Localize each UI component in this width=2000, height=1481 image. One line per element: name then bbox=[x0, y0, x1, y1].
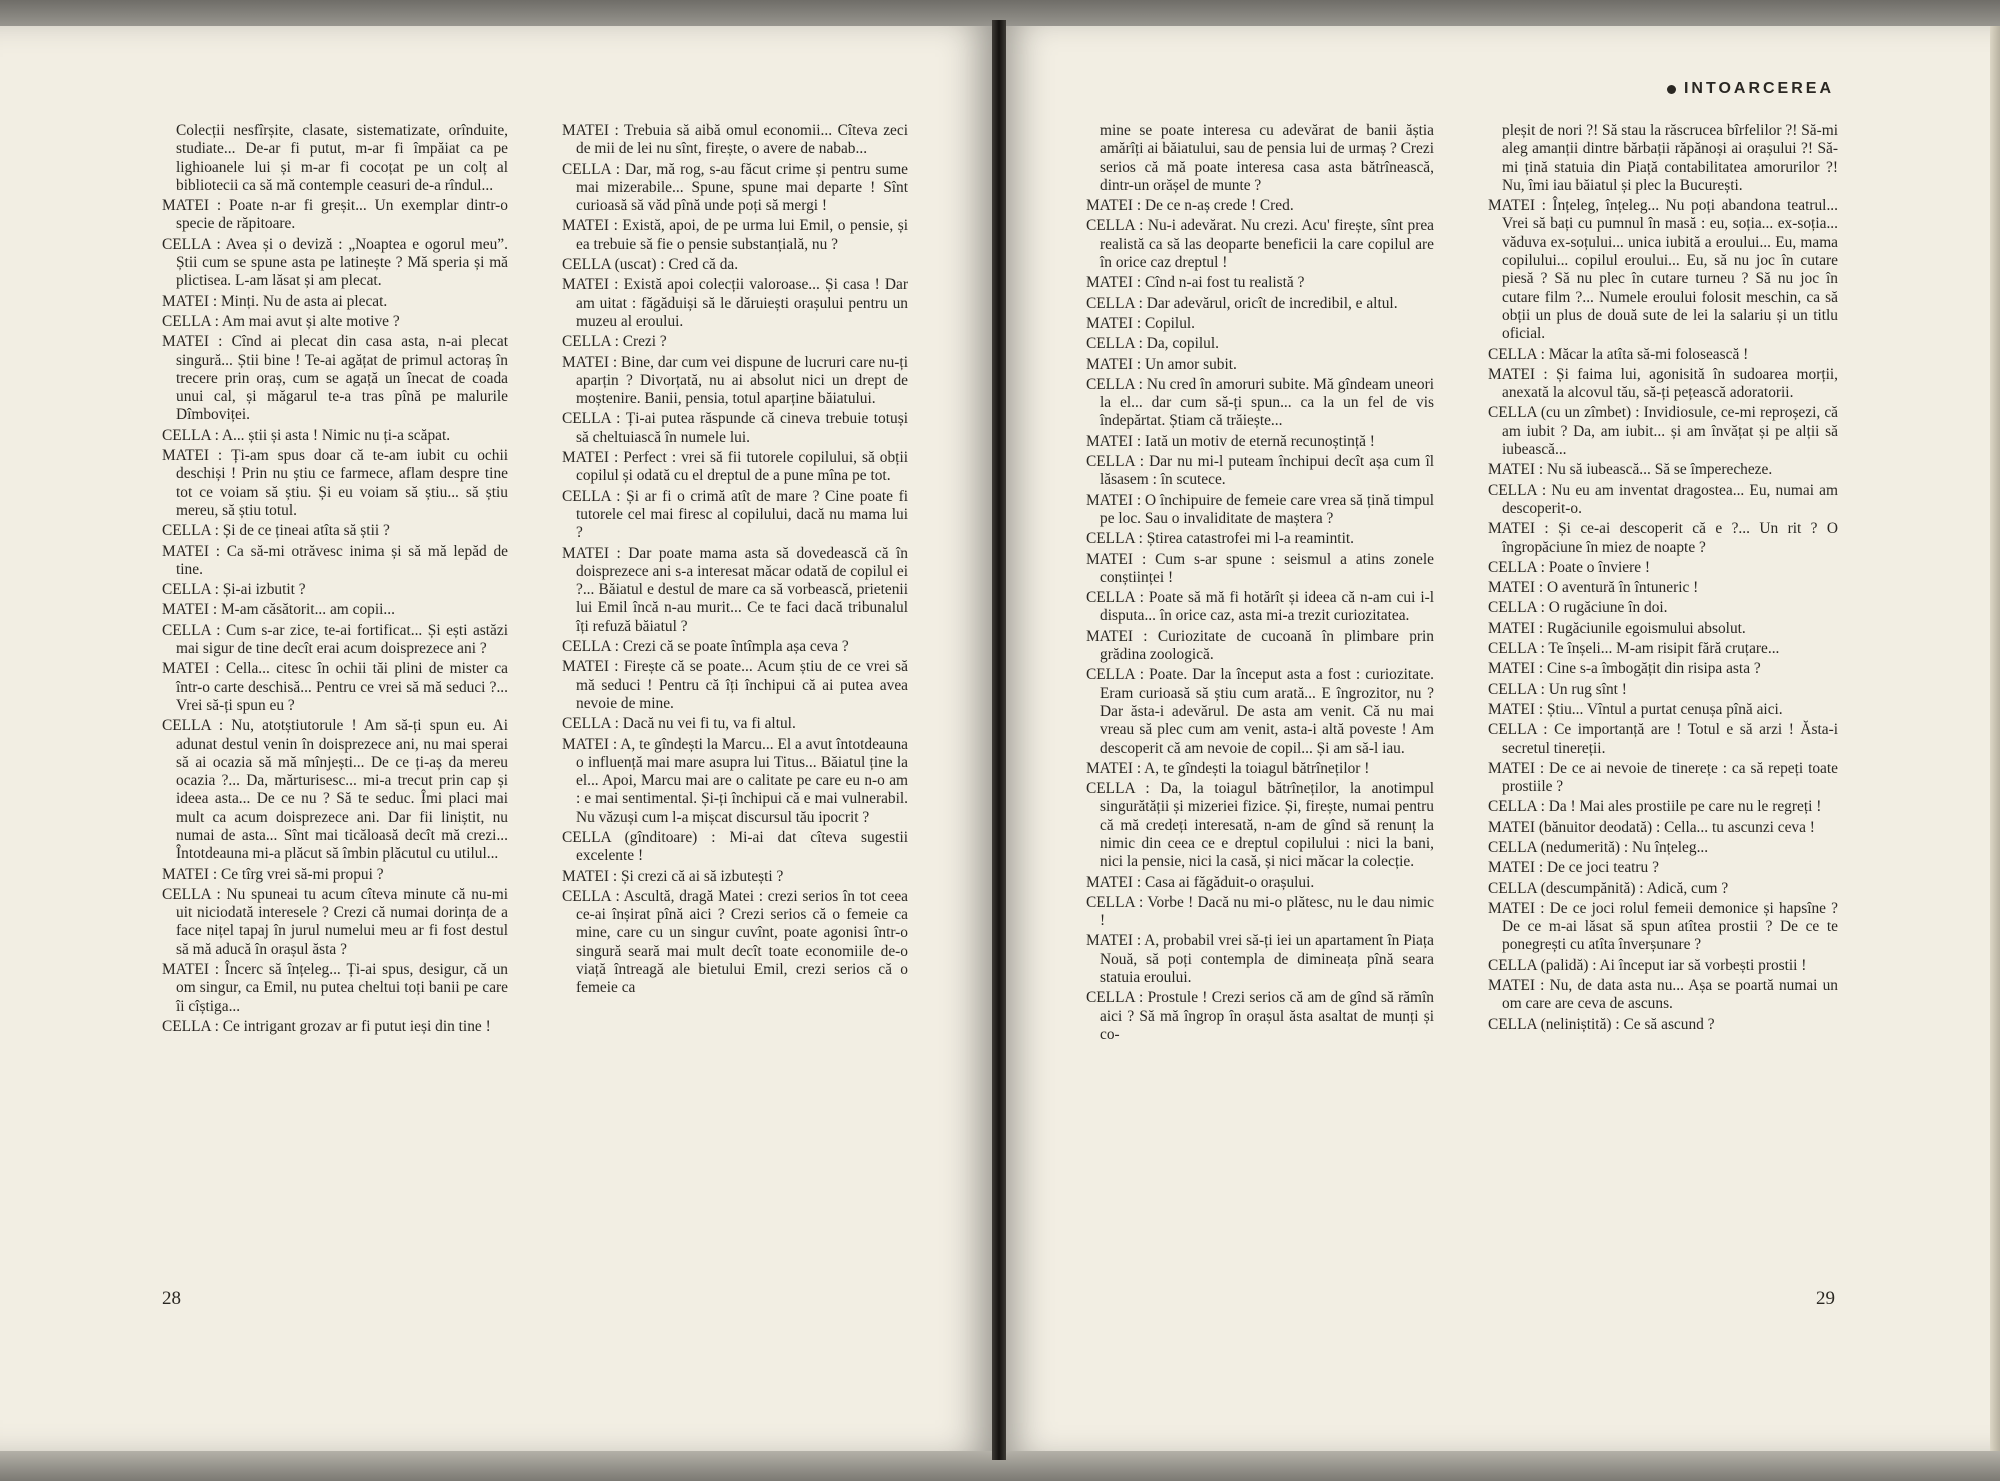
dialogue-line: MATEI : Încerc să înțeleg... Ți-ai spus, desigur, că un om singur, ca Emil, nu putea cheltui toți banii pe care îi cîștiga... bbox=[162, 961, 508, 1015]
text-column-1 bbox=[162, 122, 508, 1038]
dialogue-line: CELLA : Am mai avut și alte motive ? bbox=[162, 312, 400, 330]
dialogue-line: MATEI : Înțeleg, înțeleg... Nu poți abandona teatrul... Vrei să bați cu pumnul în masă : eu, soția... ex-soția... văduva ex-soțului... unica iubită a eroului... Eu, mama copilului... copilul eroului... Eu, să nu joc în cutare piesă ? Să nu plec în cutare turneu ? Să nu joc în cutare film ?... Numele eroului folosit meschin, ca să obții un plus de două sute de lei la salariu și un titlu oficial. bbox=[1488, 197, 1838, 343]
dialogue-line: MATEI : De ce n-aș crede ! Cred. bbox=[1086, 197, 1294, 215]
dialogue-line: MATEI : Cînd n-ai fost tu realistă ? bbox=[1086, 274, 1305, 292]
dialogue-line: CELLA : Dar, mă rog, s-au făcut crime și pentru sume mai mizerabile... Spune, spune mai departe ! Sînt curioasă să văd pînă unde poți să mergi ! bbox=[562, 160, 908, 215]
dialogue-line: MATEI : Nu, de data asta nu... Așa se poartă numai un om care are ceva de ascuns. bbox=[1488, 977, 1838, 1013]
dialogue-line: CELLA : Nu eu am inventat dragostea... Eu, numai am descoperit-o. bbox=[1488, 481, 1838, 517]
dialogue-line: CELLA : Nu spuneai tu acum cîteva minute că nu-mi uit niciodată interesele ? Crezi că numai dorința de a face nițel tapaj în jurul numelui meu ar fi fost destul să mă aducă în orașul ăsta ? bbox=[162, 885, 508, 958]
running-head-title: INTOARCEREA bbox=[1683, 80, 1834, 97]
dialogue-line: MATEI : Iată un motiv de eternă recunoștință ! bbox=[1086, 432, 1375, 450]
dialogue-line: MATEI : De ce ai nevoie de tinerețe : ca să repeți toate prostiile ? bbox=[1488, 759, 1838, 796]
dialogue-line: MATEI : Și faima lui, agonisită în sudoarea morții, anexată la alcovul tău, să-ți pețească adoratorii. bbox=[1488, 365, 1838, 402]
dialogue-line: MATEI : Nu să iubească... Să se împerecheze. bbox=[1488, 461, 1773, 479]
dialogue-line: CELLA : Poate o înviere ! bbox=[1488, 558, 1650, 576]
dialogue-line: CELLA : Prostule ! Crezi serios că am de gînd să rămîn aici ? Să mă îngrop în orașul ăsta asaltat de munți și co- bbox=[1086, 989, 1434, 1043]
dialogue-line: MATEI : A, probabil vrei să-ți iei un apartament în Piața Nouă, să poți contempla de dimineața pînă seara statuia eroului. bbox=[1086, 932, 1434, 987]
dialogue-line: CELLA (palidă) : Ai început iar să vorbești prostii ! bbox=[1488, 956, 1807, 974]
dialogue-line: CELLA : Dacă nu vei fi tu, va fi altul. bbox=[562, 715, 796, 733]
text-column-4 bbox=[1488, 122, 1838, 1036]
book-gutter bbox=[992, 20, 1006, 1460]
dialogue-line: CELLA : Nu-i adevărat. Nu crezi. Acu' firește, sînt prea realistă ca să las deoparte beneficii la care copilul are în orice caz dreptul ! bbox=[1086, 217, 1434, 272]
dialogue-line: MATEI : A, te gîndești la Marcu... El a avut întotdeauna o influență mai mare asupra lui Titus... Băiatul ține la el... Apoi, Marcu mai are o calitate pe care eu n-o am : e mai sentimental. Și-ți închipui că e mai vulnerabil. Nu văzuși cum l-a mișcat discursul tău ipocrit ? bbox=[562, 735, 908, 826]
dialogue-line: MATEI : Minți. Nu de asta ai plecat. bbox=[162, 292, 388, 310]
dialogue-line: CELLA : Crezi ? bbox=[562, 333, 667, 351]
dialogue-line: CELLA : A... știi și asta ! Nimic nu ți-a scăpat. bbox=[162, 426, 451, 444]
dialogue-line: MATEI : Cum s-ar spune : seismul a atins zonele conștiinței ! bbox=[1086, 550, 1434, 586]
dialogue-line: CELLA : Te înșeli... M-am risipit fără cruțare... bbox=[1488, 640, 1780, 658]
dialogue-line: MATEI : O închipuire de femeie care vrea să țină timpul pe loc. Sau o invaliditate de maștera ? bbox=[1086, 491, 1434, 527]
dialogue-line: CELLA : Cum s-ar zice, te-ai fortificat... Și ești astăzi mai sigur de tine decît erai acum doisprezece ani ? bbox=[162, 621, 508, 658]
dialogue-line: MATEI : Ca să-mi otrăvesc inima și să mă lepăd de tine. bbox=[162, 542, 508, 578]
dialogue-line: CELLA (descumpănită) : Adică, cum ? bbox=[1488, 879, 1729, 897]
dialogue-line: CELLA : O rugăciune în doi. bbox=[1488, 599, 1668, 617]
text-column-2 bbox=[562, 122, 908, 1000]
dialogue-line: pleșit de nori ?! Să stau la răscrucea bîrfelilor ?! Să-mi aleg amanții dintre bărbații răpănoși ai orașului ?! Să-mi țină statuia din Piață contabilitatea amorurilor ?! Nu, îmi iau băiatul și plec la București. bbox=[1502, 122, 1838, 194]
dialogue-line: CELLA : Ți-ai putea răspunde că cineva trebuie totuși să cheltuiască în numele lui. bbox=[562, 410, 908, 446]
dialogue-line: CELLA : Și-ai izbutit ? bbox=[162, 581, 306, 599]
dialogue-line: MATEI : Trebuia să aibă omul economii... Cîteva zeci de mii de lei nu sînt, firește, o avere de nabab... bbox=[562, 122, 908, 158]
dialogue-line: MATEI : A, te gîndești la toiagul bătrîneților ! bbox=[1086, 759, 1370, 777]
dialogue-line: MATEI : Cînd ai plecat din casa asta, n-ai plecat singură... Știi bine ! Te-ai agățat de primul actoraș în trecere prin oraș, cum se agață un înecat de coada unui cal, și măgarul te-a tras pînă pe malurile Dîmboviței. bbox=[162, 333, 508, 424]
dialogue-line: CELLA : Ce importanță are ! Totul e să arzi ! Ăsta-i secretul tinereții. bbox=[1488, 721, 1838, 757]
dialogue-line: CELLA (uscat) : Cred că da. bbox=[562, 256, 739, 274]
page-number-left: 28 bbox=[162, 1288, 181, 1309]
dialogue-line: MATEI : Un amor subit. bbox=[1086, 355, 1237, 373]
dialogue-line: CELLA : Nu, atotștiutorule ! Am să-ți spun eu. Ai adunat destul venin în doisprezece ani, nu mai sperai să ai ocazia să mă mînjești... De ce ți-aș da mereu ocazia ?... Da, mărturisesc... mi-a trecut prin cap și ideea asta... De ce nu ? Să te seduc. Îmi placi mai mult ca acum doisprezece ani. Dar fii liniștit, nu numai de asta... Sînt mai ticăloasă decît mă crezi... Întotdeauna mi-a plăcut să îmbin plăcutul cu utilul... bbox=[162, 717, 508, 863]
dialogue-line: CELLA : Și de ce țineai atîta să știi ? bbox=[162, 522, 390, 540]
text-column-3 bbox=[1086, 122, 1434, 1046]
dialogue-line: CELLA (gînditoare) : Mi-ai dat cîteva sugestii excelente ! bbox=[562, 828, 908, 865]
dialogue-line: MATEI : Curiozitate de cucoană în plimbare prin grădina zoologică. bbox=[1086, 627, 1434, 664]
dialogue-line: CELLA : Da ! Mai ales prostiile pe care nu le regreți ! bbox=[1488, 798, 1822, 816]
dialogue-line: MATEI : Bine, dar cum vei dispune de lucruri care nu-ți aparțin ? Divorțată, nu ai absolut nici un drept de moștenire. Banii, pensia, totul aparține băiatului. bbox=[562, 353, 908, 408]
dialogue-line: MATEI : Rugăciunile egoismului absolut. bbox=[1488, 619, 1746, 637]
dialogue-line: CELLA : Crezi că se poate întîmpla așa ceva ? bbox=[562, 638, 849, 656]
dialogue-line: MATEI : Dar poate mama asta să dovedească că în doisprezece ani s-a interesat măcar odată de copilul ei ?... Băiatul e destul de mare ca să vorbească, prietenii lui Emil încă n-au murit... Ce te faci dacă tribunalul îți refuză băiatul ? bbox=[562, 544, 908, 635]
dialogue-line: CELLA : Și ar fi o crimă atît de mare ? Cine poate fi tutorele cel mai firesc al copilului, dacă nu mama lui ? bbox=[562, 487, 908, 542]
dialogue-line: MATEI : Cine s-a îmbogățit din risipa asta ? bbox=[1488, 660, 1761, 678]
dialogue-line: CELLA : Măcar la atîta să-mi folosească ! bbox=[1488, 345, 1749, 363]
dialogue-line: MATEI : Și crezi că ai să izbutești ? bbox=[562, 867, 784, 885]
dialogue-line: MATEI : De ce joci teatru ? bbox=[1488, 859, 1659, 877]
dialogue-line: MATEI (bănuitor deodată) : Cella... tu ascunzi ceva ! bbox=[1488, 818, 1815, 836]
dialogue-line: MATEI : Casa ai făgăduit-o orașului. bbox=[1086, 873, 1315, 891]
dialogue-line: CELLA : Avea și o deviză : „Noaptea e ogorul meu”. Știi cum se spune asta pe latinește ? Mă speria și mă plictisea. L-am lăsat și am plecat. bbox=[162, 235, 508, 290]
bullet-icon bbox=[1667, 85, 1676, 94]
dialogue-line: CELLA : Poate. Dar la început asta a fost : curiozitate. Eram curioasă să știu cum arată... E îngrozitor, nu ? Dar ăsta-i adevărul. De asta am venit. Că nu mai vreau să plec cum am venit, asta-i altă poveste ! Am descoperit că am nevoie de copil... Și am să-l iau. bbox=[1086, 666, 1434, 757]
dialogue-line: CELLA : Da, copilul. bbox=[1086, 335, 1219, 353]
dialogue-line: MATEI : Perfect : vrei să fii tutorele copilului, să obții copilul și odată cu el dreptul de a pune mîna pe tot. bbox=[562, 449, 908, 485]
dialogue-line: CELLA : Un rug sînt ! bbox=[1488, 680, 1627, 698]
dialogue-line: MATEI : O aventură în întuneric ! bbox=[1488, 579, 1699, 597]
dialogue-line: MATEI : Ți-am spus doar că te-am iubit cu ochii deschiși ! Prin nu știu ce farmece, aflam despre tine tot ce voiam să știu. Și eu voiam să știu... să știu mereu, să știu totul. bbox=[162, 447, 508, 519]
dialogue-line: mine se poate interesa cu adevărat de banii ăștia amărîți ai băiatului, sau de pensia lui de urmaș ? Crezi serios că mă poate interesa casa asta bătrînească, dintr-un orășel de munte ? bbox=[1100, 122, 1434, 194]
dialogue-line: CELLA : Vorbe ! Dacă nu mi-o plătesc, nu le dau nimic ! bbox=[1086, 893, 1434, 930]
dialogue-line: MATEI : Există, apoi, de pe urma lui Emil, o pensie, și ea trebuie să fie o pensie substanțială, nu ? bbox=[562, 217, 908, 253]
dialogue-line: MATEI : Poate n-ar fi greșit... Un exemplar dintr-o specie de răpitoare. bbox=[162, 197, 508, 233]
page-number-right: 29 bbox=[1816, 1288, 1835, 1309]
dialogue-line: MATEI : De ce joci rolul femeii demonice și hapsîne ? De ce m-ai lăsat să spun atîtea prostii ? De ce te ponegrești cu atîta înverșunare ? bbox=[1488, 899, 1838, 954]
dialogue-line: CELLA : Nu cred în amoruri subite. Mă gîndeam uneori la el... dar cum să-ți spun... ca la un fel de vis îndepărtat. Știam că trăiește... bbox=[1086, 375, 1434, 430]
dialogue-line: MATEI : M-am căsătorit... am copii... bbox=[162, 601, 395, 619]
dialogue-line: MATEI : Copilul. bbox=[1086, 314, 1196, 332]
dialogue-line: CELLA : Dar nu mi-l puteam închipui decît așa cum îl lăsasem : în scutece. bbox=[1086, 453, 1434, 489]
running-head bbox=[1667, 80, 1834, 98]
dialogue-line: MATEI : Cella... citesc în ochii tăi plini de mister ca într-o carte deschisă... Pentru ce vrei să mă seduci ?... Vrei să-ți spun eu ? bbox=[162, 660, 508, 714]
dialogue-line: Colecții nesfîrșite, clasate, sistematizate, orînduite, studiate... De-ar fi putut, m-ar fi împăiat ca pe lighioanele lui și m-ar fi cocoțat pe un colț al bibliotecii ca să mă contemple ceasuri de-a rîndul... bbox=[176, 122, 508, 194]
dialogue-line: MATEI : Știu... Vîntul a purtat cenușa pînă aici. bbox=[1488, 700, 1783, 718]
dialogue-line: MATEI : Există apoi colecții valoroase... Și casa ! Dar am uitat : făgăduiși să le dăruiești orașului pentru un muzeu al eroului. bbox=[562, 276, 908, 330]
dialogue-line: CELLA : Dar adevărul, oricît de incredibil, e altul. bbox=[1086, 294, 1398, 312]
dialogue-line: MATEI : Firește că se poate... Acum știu de ce vrei să mă seduci ! Pentru că îți închipui că ai putea avea nevoie de mine. bbox=[562, 658, 908, 712]
dialogue-line: CELLA : Ce intrigant grozav ar fi putut ieși din tine ! bbox=[162, 1017, 491, 1035]
dialogue-line: MATEI : Ce tîrg vrei să-mi propui ? bbox=[162, 865, 384, 883]
dialogue-line: CELLA (cu un zîmbet) : Invidiosule, ce-mi reproșezi, că am iubit ? Da, am iubit... și am învățat și pe alții să iubească... bbox=[1488, 404, 1838, 459]
dialogue-line: CELLA : Poate să mă fi hotărît și ideea că n-am cui i-l disputa... în orice caz, asta mi-a trezit curiozitatea. bbox=[1086, 589, 1434, 625]
dialogue-line: CELLA : Da, la toiagul bătrîneților, la anotimpul singurătății și mizeriei fizice. Și, firește, numai pentru că mă credeți interesată, n-am de gînd să renunț la nimic din ceea ce e dreptul copilului : nici la bani, nici la pensie, nici la casă, și nici măcar la colecție. bbox=[1086, 780, 1434, 871]
page-edges bbox=[1990, 26, 2000, 1451]
dialogue-line: CELLA : Știrea catastrofei mi l-a reamintit. bbox=[1086, 530, 1354, 548]
dialogue-line: CELLA : Ascultă, dragă Matei : crezi serios în tot ceea ce-ai înșirat pînă aici ? Crezi serios că o femeie ca mine, care cu un singur cuvînt, poate agonisi într-o singură seară mai mult decît toate economiile de-o viață întreagă ale bietului Emil, crezi serios că o femeie ca bbox=[562, 887, 908, 997]
dialogue-line: CELLA (neliniștită) : Ce să ascund ? bbox=[1488, 1015, 1715, 1033]
dialogue-line: CELLA (nedumerită) : Nu înțeleg... bbox=[1488, 838, 1709, 856]
dialogue-line: MATEI : Și ce-ai descoperit că e ?... Un rit ? O îngropăciune în miez de noapte ? bbox=[1488, 520, 1838, 556]
